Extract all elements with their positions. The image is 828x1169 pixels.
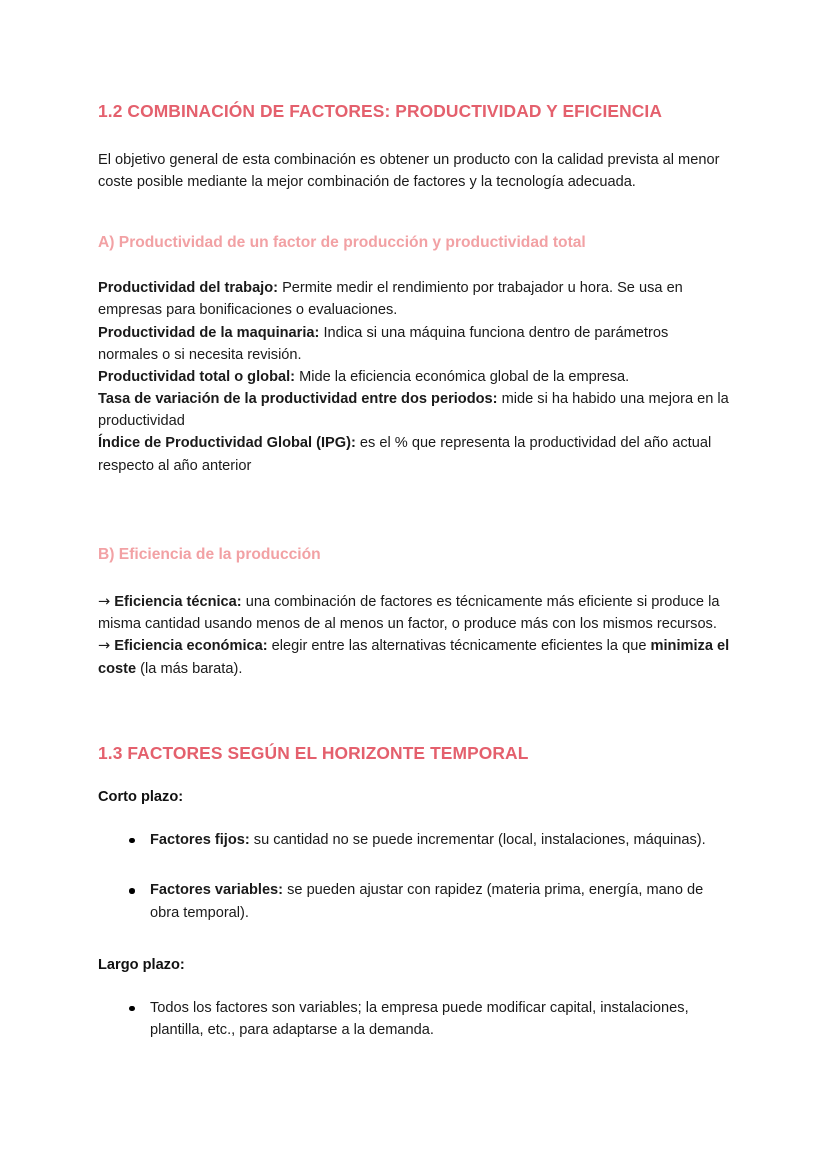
list-item-label: Factores variables: xyxy=(150,882,284,899)
list-item-text: Todos los factores son variables; la empresa puede modificar capital, instalaciones, plantilla, etc., para adaptarse a la demanda. xyxy=(150,999,689,1039)
bullet-dot-icon xyxy=(129,1006,135,1012)
section-heading-1-2: 1.2 COMBINACIÓN DE FACTORES: PRODUCTIVIDAD Y EFICIENCIA xyxy=(98,101,662,121)
list-item xyxy=(98,879,730,924)
item-label: Tasa de variación de la productividad entre dos periodos: xyxy=(98,391,498,408)
list-item xyxy=(98,997,730,1042)
item-text: mide si ha habido una mejora en la productividad xyxy=(98,391,729,430)
group-label-largo-plazo: Largo plazo: xyxy=(98,957,185,974)
item-label: Productividad del trabajo: xyxy=(98,280,279,297)
bullet-list-corto-plazo xyxy=(98,829,730,925)
arrow-right-icon: → xyxy=(98,637,111,655)
spacer xyxy=(98,193,730,233)
section-1-2-intro-paragraph: El objetivo general de esta combinación es obtener un producto con la calidad prevista al menor coste posible mediante la mejor combinación de factores y la tecnología adecuada. xyxy=(98,151,720,190)
bullet-dot-icon xyxy=(129,888,135,894)
spacer xyxy=(98,565,730,591)
subsection-a-item xyxy=(98,277,730,321)
group-label-corto-plazo: Corto plazo: xyxy=(98,789,184,806)
subsection-a-item xyxy=(98,388,730,432)
section-heading-1-3: 1.3 FACTORES SEGÚN EL HORIZONTE TEMPORAL xyxy=(98,742,529,763)
item-label: Productividad total o global: xyxy=(98,368,296,385)
subsection-a-item xyxy=(98,432,730,476)
spacer xyxy=(98,924,730,954)
subsection-b-item-list xyxy=(98,591,730,680)
spacer xyxy=(98,477,730,545)
item-text: Indica si una máquina funciona dentro de parámetros normales o si necesita revisión. xyxy=(98,324,669,363)
bullet-list-largo-plazo xyxy=(98,997,730,1042)
subsection-a-item xyxy=(98,322,730,366)
list-item-label: Factores fijos: xyxy=(150,831,250,848)
subsection-heading-b: B) Eficiencia de la producción xyxy=(98,545,321,563)
list-item-text: su cantidad no se puede incrementar (local, instalaciones, máquinas). xyxy=(249,831,706,848)
spacer xyxy=(98,809,730,829)
list-item xyxy=(98,829,730,852)
item-label: Índice de Productividad Global (IPG): xyxy=(98,435,356,452)
item-label: Productividad de la maquinaria: xyxy=(98,324,320,341)
item-label: Eficiencia técnica: xyxy=(114,594,242,611)
subsection-a-item xyxy=(98,366,730,388)
bullet-dot-icon xyxy=(129,838,135,844)
item-label: Eficiencia económica: xyxy=(114,638,268,655)
item-text: Permite medir el rendimiento por trabajador u hora. Se usa en empresas para bonificaciones o evaluaciones. xyxy=(98,280,683,319)
subsection-b-item xyxy=(98,635,730,679)
spacer xyxy=(98,680,730,742)
item-text: es el % que representa la productividad del año actual respecto al año anterior xyxy=(98,435,712,474)
subsection-b-item xyxy=(98,591,730,635)
spacer xyxy=(98,253,730,277)
item-text-after: (la más barata). xyxy=(136,660,243,677)
list-item-text: se pueden ajustar con rapidez (materia prima, energía, mano de obra temporal). xyxy=(150,882,704,921)
item-emphasis: minimiza el coste xyxy=(98,638,730,677)
subsection-heading-a: A) Productividad de un factor de producción y productividad total xyxy=(98,233,586,251)
document-content xyxy=(98,100,730,1042)
item-text: Mide la eficiencia económica global de la empresa. xyxy=(295,368,630,385)
arrow-right-icon: → xyxy=(98,593,111,611)
spacer xyxy=(98,764,730,786)
item-text-before: elegir entre las alternativas técnicamente eficientes la que xyxy=(267,638,651,655)
spacer xyxy=(98,123,730,149)
item-text: una combinación de factores es técnicamente más eficiente si produce la misma cantidad usando menos de al menos un factor, o produce más con los mismos recursos. xyxy=(98,594,720,633)
spacer xyxy=(98,977,730,997)
subsection-a-item-list xyxy=(98,277,730,477)
